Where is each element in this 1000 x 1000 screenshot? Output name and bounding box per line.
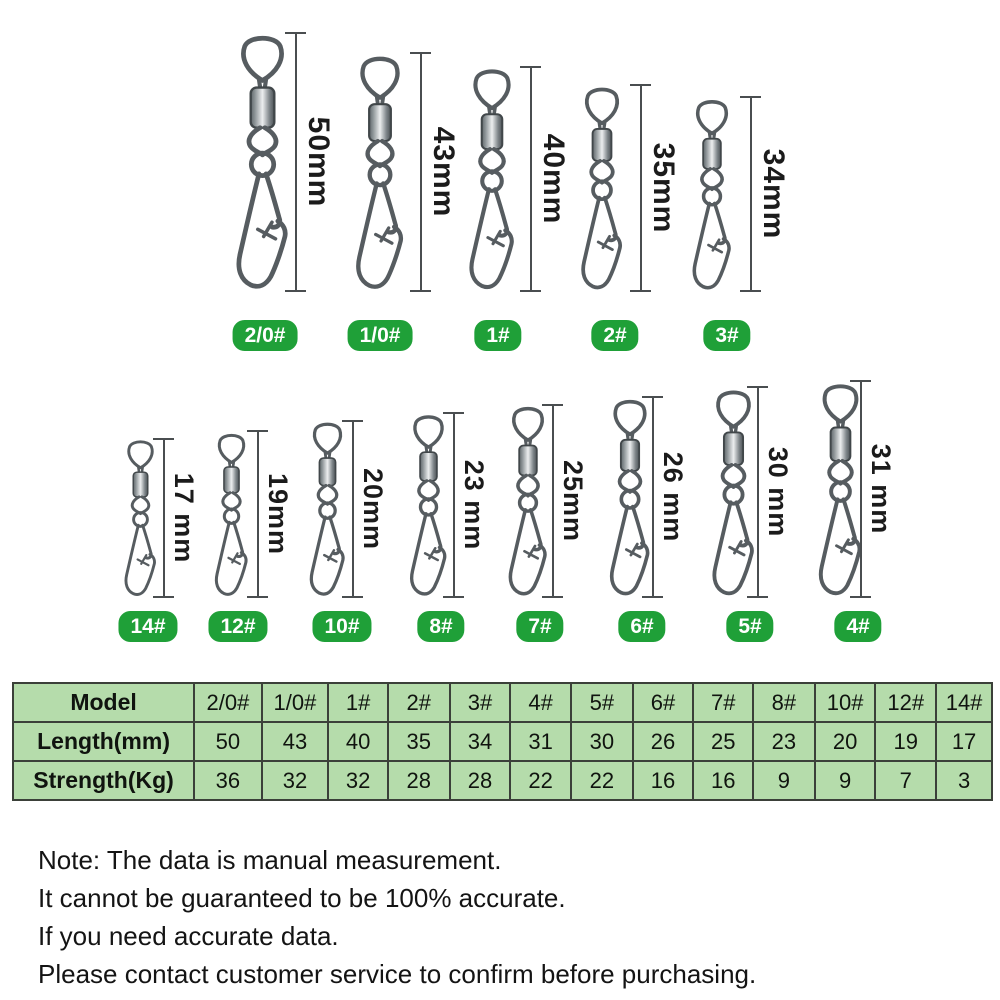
- size-badge: 5#: [726, 611, 773, 642]
- dimension-label: 20mm: [358, 467, 389, 551]
- table-cell: 16: [693, 761, 753, 800]
- table-row-label: Strength(Kg): [13, 761, 194, 800]
- dimension-line: [163, 438, 165, 598]
- table-cell: 17: [936, 722, 992, 761]
- dimension-label: 26 mm: [658, 451, 689, 543]
- size-badge: 2#: [591, 320, 638, 351]
- table-cell: 16: [633, 761, 694, 800]
- note-line: If you need accurate data.: [38, 921, 339, 951]
- swivel-snap-illustration: [497, 404, 559, 598]
- dimension-line: [453, 412, 455, 598]
- size-badge: 12#: [208, 611, 267, 642]
- table-cell: 43: [262, 722, 329, 761]
- swivel-snap-illustration: [115, 438, 166, 598]
- table-cell: 34: [450, 722, 511, 761]
- table-header-size: 10#: [815, 683, 876, 722]
- size-badge: 1/0#: [348, 320, 413, 351]
- swivel-snap-illustration: [681, 96, 743, 292]
- swivel-snap-illustration: [342, 52, 418, 292]
- table-cell: 32: [328, 761, 388, 800]
- dimension-label: 43mm: [427, 126, 460, 218]
- table-row: [13, 722, 992, 761]
- dimension-label: 50mm: [302, 116, 335, 208]
- dimension-label: 25mm: [558, 459, 589, 543]
- table-header-size: 1/0#: [262, 683, 329, 722]
- table-cell: 26: [633, 722, 694, 761]
- dimension-label: 23 mm: [459, 459, 490, 551]
- size-badge: 2/0#: [233, 320, 298, 351]
- table-cell: 19: [875, 722, 936, 761]
- table-header-size: 2/0#: [194, 683, 262, 722]
- table-header-size: 7#: [693, 683, 753, 722]
- table-cell: 9: [753, 761, 815, 800]
- dimension-label: 34mm: [757, 148, 790, 240]
- note-line: It cannot be guaranteed to be 100% accurate.: [38, 883, 566, 913]
- dimension-line: [295, 32, 297, 292]
- table-cell: 25: [693, 722, 753, 761]
- table-header-size: 12#: [875, 683, 936, 722]
- size-badge: 8#: [417, 611, 464, 642]
- dimension-label: 31 mm: [866, 443, 897, 535]
- table-cell: 31: [510, 722, 571, 761]
- table-row: [13, 761, 992, 800]
- size-badge: 4#: [834, 611, 881, 642]
- table-header-size: 3#: [450, 683, 511, 722]
- table-cell: 32: [262, 761, 329, 800]
- table-cell: 7: [875, 761, 936, 800]
- swivel-snap-illustration: [399, 412, 458, 598]
- table-header-model: Model: [13, 683, 194, 722]
- dimension-label: 30 mm: [763, 446, 794, 538]
- size-badge: 7#: [516, 611, 563, 642]
- table-header-size: 14#: [936, 683, 992, 722]
- table-header-size: 1#: [328, 683, 388, 722]
- spec-table: [12, 682, 993, 801]
- table-cell: 28: [388, 761, 450, 800]
- swivel-snap-illustration: [205, 430, 258, 598]
- table-cell: 23: [753, 722, 815, 761]
- size-badge: 6#: [618, 611, 665, 642]
- swivel-snap-illustration: [456, 66, 528, 292]
- dimension-label: 40mm: [537, 133, 570, 225]
- dimension-line: [552, 404, 554, 598]
- table-header-size: 2#: [388, 683, 450, 722]
- dimension-line: [640, 84, 642, 292]
- size-badge: 3#: [703, 320, 750, 351]
- size-badge: 10#: [312, 611, 371, 642]
- note-text: [38, 841, 756, 993]
- table-cell: 35: [388, 722, 450, 761]
- table-header-size: 4#: [510, 683, 571, 722]
- dimension-line: [257, 430, 259, 598]
- size-badge: 14#: [118, 611, 177, 642]
- dimension-line: [530, 66, 532, 292]
- note-line: Please contact customer service to confirm before purchasing.: [38, 959, 757, 989]
- dimension-line: [860, 380, 862, 598]
- table-cell: 36: [194, 761, 262, 800]
- table-cell: 28: [450, 761, 511, 800]
- dimension-line: [420, 52, 422, 292]
- table-header-size: 8#: [753, 683, 815, 722]
- table-header-size: 5#: [571, 683, 633, 722]
- table-cell: 50: [194, 722, 262, 761]
- dimension-label: 17 mm: [169, 472, 200, 564]
- dimension-line: [652, 396, 654, 598]
- table-cell: 40: [328, 722, 388, 761]
- table-cell: 9: [815, 761, 876, 800]
- dimension-line: [757, 386, 759, 598]
- table-cell: 22: [571, 761, 633, 800]
- size-badge: 1#: [474, 320, 521, 351]
- table-header-size: 6#: [633, 683, 694, 722]
- note-line: Note: The data is manual measurement.: [38, 845, 502, 875]
- table-cell: 22: [510, 761, 571, 800]
- table-cell: 3: [936, 761, 992, 800]
- table-row-label: Length(mm): [13, 722, 194, 761]
- swivel-snap-illustration: [806, 380, 875, 598]
- swivel-snap-illustration: [299, 420, 356, 598]
- table-cell: 30: [571, 722, 633, 761]
- swivel-snap-illustration: [569, 84, 635, 292]
- dimension-line: [352, 420, 354, 598]
- table-cell: 20: [815, 722, 876, 761]
- dimension-label: 19mm: [263, 472, 294, 556]
- swivel-snap-illustration: [221, 32, 304, 292]
- table-header-row: [13, 683, 992, 722]
- dimension-label: 35mm: [647, 142, 680, 234]
- dimension-line: [750, 96, 752, 292]
